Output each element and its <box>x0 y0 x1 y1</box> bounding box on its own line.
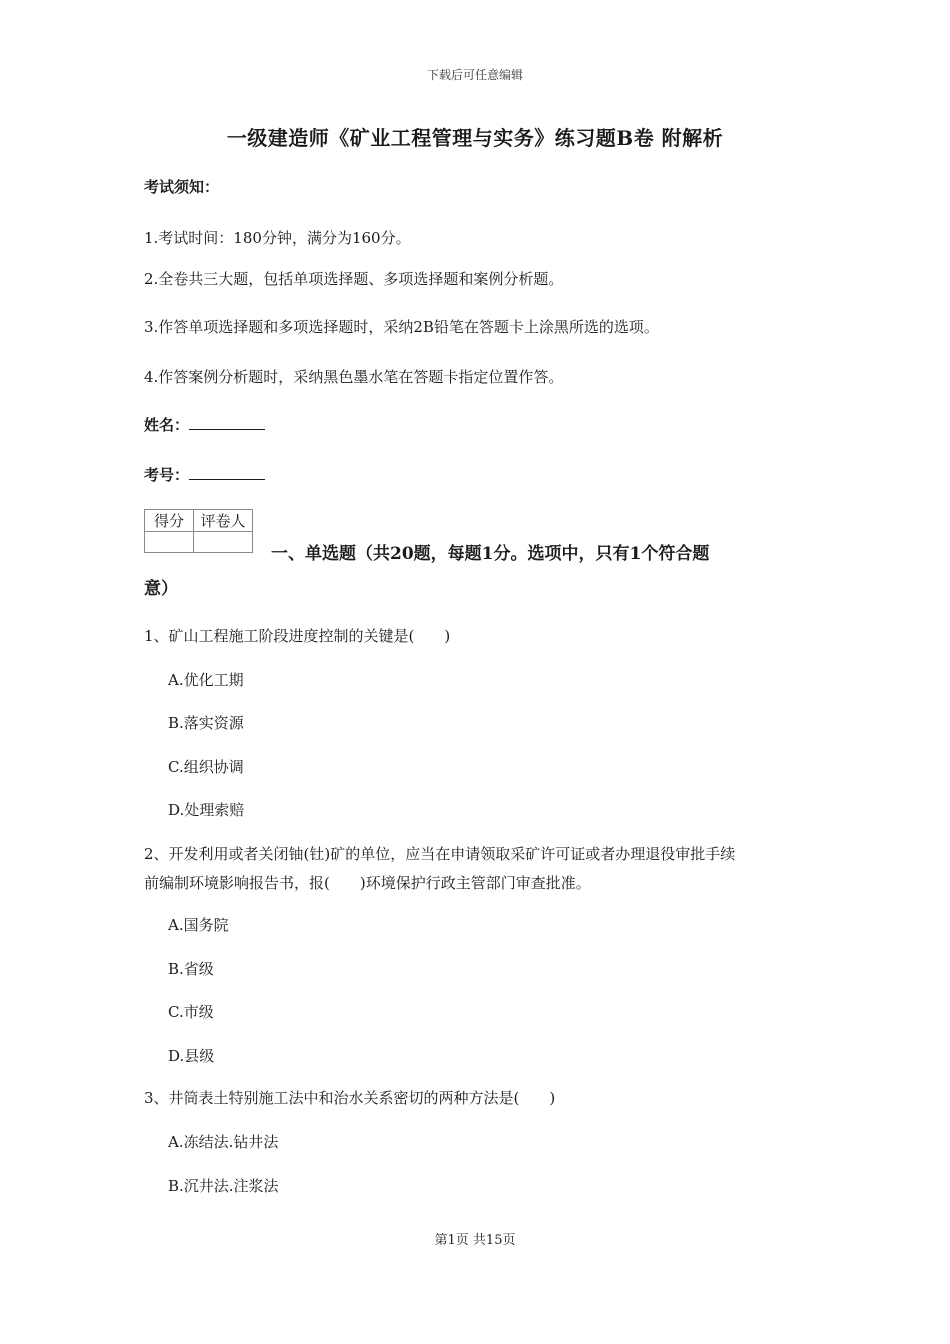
name-field <box>144 414 265 435</box>
name-label: 姓名： <box>144 416 190 434</box>
option: A.优化工期 <box>168 671 244 689</box>
score-header: 得分 <box>145 510 194 532</box>
grader-cell <box>194 532 253 553</box>
question-stem: 3、井筒表土特别施工法中和治水关系密切的两种方法是( ) <box>144 1089 556 1107</box>
option: A.国务院 <box>168 916 229 934</box>
option: A.冻结法.钻井法 <box>168 1133 279 1151</box>
number-label: 考号： <box>144 466 190 484</box>
notice-item: 3.作答单项选择题和多项选择题时，采纳2B铅笔在答题卡上涂黑所选的选项。 <box>144 318 659 336</box>
notice-item: 2.全卷共三大题，包括单项选择题、多项选择题和案例分析题。 <box>144 270 564 288</box>
notice-heading: 考试须知： <box>144 178 220 196</box>
section-heading-cont: 意） <box>144 579 178 599</box>
name-blank <box>189 415 265 430</box>
section-heading: 一、单选题（共20题，每题1分。选项中，只有1个符合题 <box>271 544 710 564</box>
option: B.落实资源 <box>168 714 244 732</box>
number-field <box>144 464 265 485</box>
score-table <box>144 509 253 553</box>
notice-item: 1.考试时间：180分钟，满分为160分。 <box>144 229 411 247</box>
question-stem: 2、开发利用或者关闭铀(钍)矿的单位，应当在申请领取采矿许可证或者办理退役审批手续 <box>144 845 736 863</box>
page-footer: 第1页 共15页 <box>434 1233 516 1248</box>
option: D.处理索赔 <box>168 801 245 819</box>
question-stem-cont: 前编制环境影响报告书，报( )环境保护行政主管部门审查批准。 <box>144 874 591 892</box>
grader-header: 评卷人 <box>194 510 253 532</box>
score-cell <box>145 532 194 553</box>
document-title: 一级建造师《矿业工程管理与实务》练习题B卷 附解析 <box>226 126 724 150</box>
option: C.市级 <box>168 1003 214 1021</box>
question-stem: 1、矿山工程施工阶段进度控制的关键是( ) <box>144 627 451 645</box>
option: D.县级 <box>168 1047 215 1065</box>
option: B.沉井法.注浆法 <box>168 1177 279 1195</box>
option: C.组织协调 <box>168 758 244 776</box>
header-note: 下载后可任意编辑 <box>426 68 523 82</box>
number-blank <box>189 465 265 480</box>
notice-item: 4.作答案例分析题时，采纳黑色墨水笔在答题卡指定位置作答。 <box>144 368 564 386</box>
option: B.省级 <box>168 960 214 978</box>
